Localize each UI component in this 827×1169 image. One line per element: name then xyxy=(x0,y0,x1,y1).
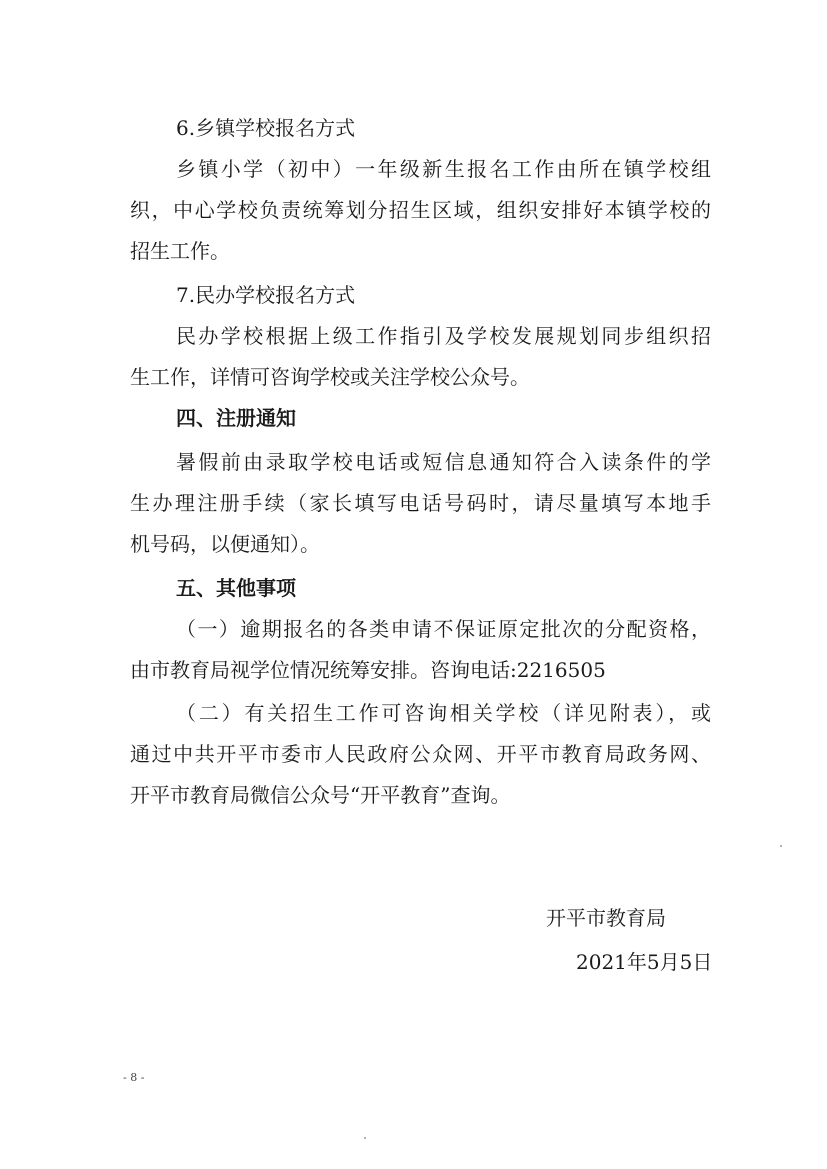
paragraph-line: 民办学校根据上级工作指引及学校发展规划同步组织招 xyxy=(176,324,711,348)
section-heading-private-school: 7.民办学校报名方式 xyxy=(176,283,356,307)
paragraph-line: 机号码，以便通知）。 xyxy=(130,532,320,556)
paragraph-line: 乡镇小学（初中）一年级新生报名工作由所在镇学校组 xyxy=(176,157,711,181)
section-heading-registration: 四、注册通知 xyxy=(176,406,296,430)
paragraph-line: 通过中共开平市委市人民政府公众网、开平市教育局政务网、 xyxy=(130,742,711,766)
paragraph-line: 招生工作。 xyxy=(130,239,230,263)
paragraph-line: 织，中心学校负责统筹划分招生区域，组织安排好本镇学校的 xyxy=(130,198,711,222)
paragraph-line: 生工作，详情可咨询学校或关注学校公众号。 xyxy=(130,365,530,389)
section-heading-other: 五、其他事项 xyxy=(176,576,296,600)
paragraph-line: 由市教育局视学位情况统筹安排。咨询电话:2216505 xyxy=(130,658,606,682)
issue-date: 2021年5月5日 xyxy=(576,950,713,974)
issuer-name: 开平市教育局 xyxy=(546,906,666,930)
section-heading-town-school: 6.乡镇学校报名方式 xyxy=(176,116,356,140)
scan-speck xyxy=(364,1137,366,1139)
page-number: - 8 - xyxy=(123,1071,145,1084)
paragraph-line: 开平市教育局微信公众号“开平教育”查询。 xyxy=(130,783,511,807)
paragraph-line: 生办理注册手续（家长填写电话号码时，请尽量填写本地手 xyxy=(130,491,711,515)
paragraph-line: （一）逾期报名的各类申请不保证原定批次的分配资格， xyxy=(176,617,711,641)
paragraph-line: （二）有关招生工作可咨询相关学校（详见附表），或 xyxy=(176,701,711,725)
scan-speck xyxy=(780,845,782,847)
paragraph-line: 暑假前由录取学校电话或短信息通知符合入读条件的学 xyxy=(176,450,711,474)
